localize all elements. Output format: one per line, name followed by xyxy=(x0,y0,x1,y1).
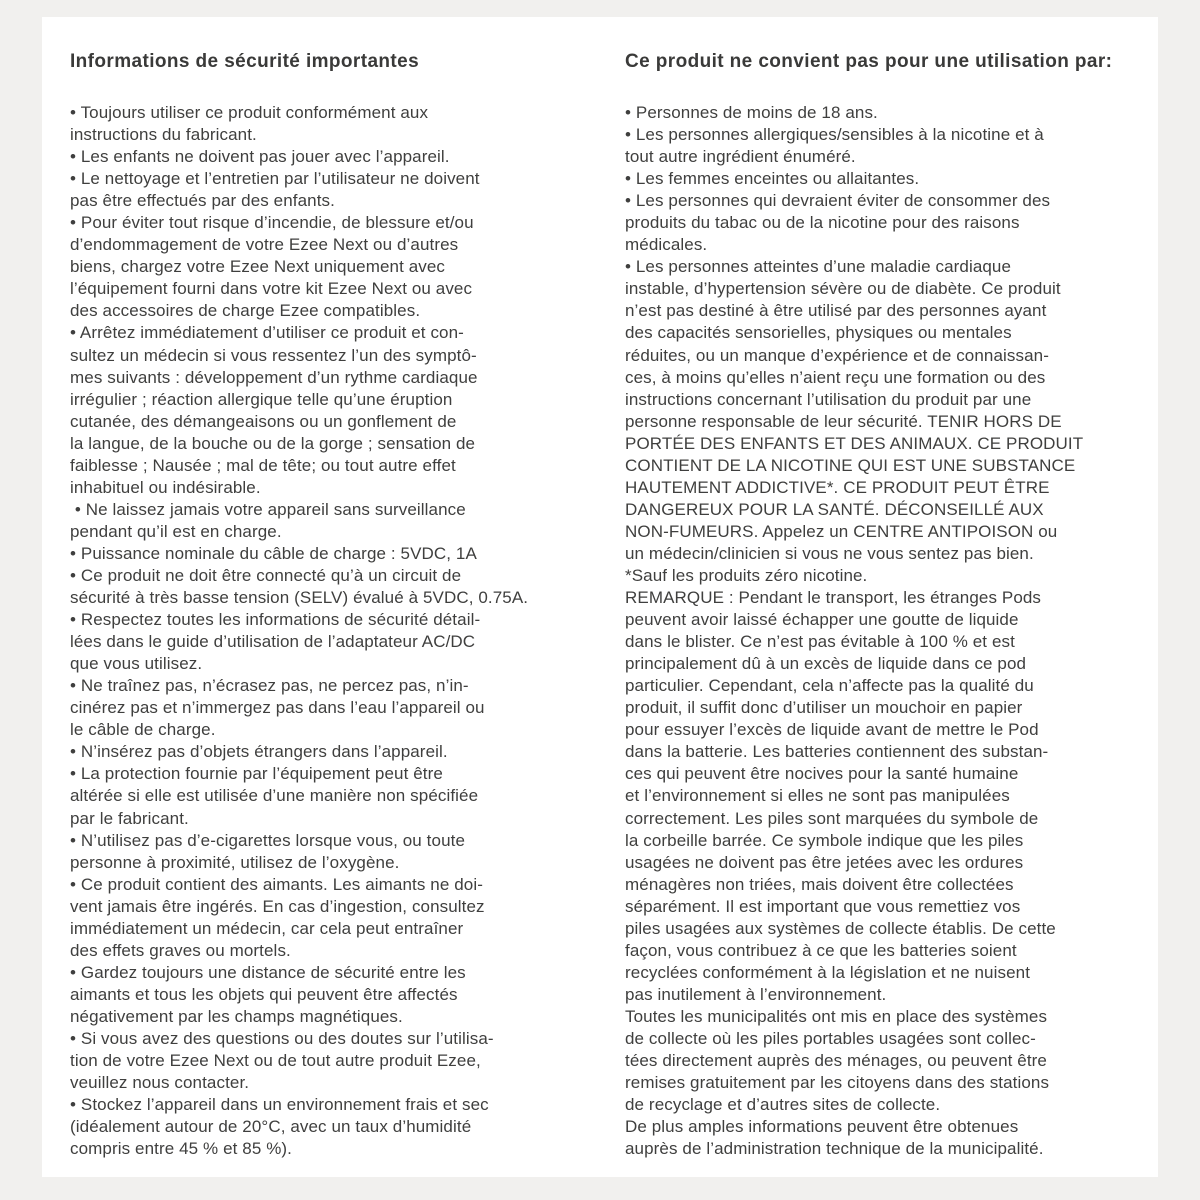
text-line: remises gratuitement par les citoyens dans des stations xyxy=(625,1073,1050,1093)
text-line: que vous utilisez. xyxy=(70,654,203,674)
text-line: piles usagées aux systèmes de collecte établis. De cette xyxy=(625,918,1056,938)
text-line: • Gardez toujours une distance de sécurité entre les xyxy=(70,962,466,982)
text-line: • Puissance nominale du câble de charge : 5VDC, 1A xyxy=(70,543,477,563)
text-line: • Les personnes allergiques/sensibles à la nicotine et à xyxy=(625,125,1044,145)
right-column-text xyxy=(625,102,1145,1160)
text-line: • Ne laissez jamais votre appareil sans surveillance xyxy=(70,499,466,519)
text-line: par le fabricant. xyxy=(70,808,189,828)
text-line: (idéalement autour de 20°C, avec un taux d’humidité xyxy=(70,1117,472,1137)
text-line: des capacités sensorielles, physiques ou mentales xyxy=(625,323,1012,343)
text-line: tion de votre Ezee Next ou de tout autre produit Ezee, xyxy=(70,1051,481,1071)
text-line: la langue, de la bouche ou de la gorge ; sensation de xyxy=(70,433,476,453)
text-line: le câble de charge. xyxy=(70,720,216,740)
document-card xyxy=(42,17,1158,1177)
text-line: • Stockez l’appareil dans un environnement frais et sec xyxy=(70,1095,489,1115)
text-line: lées dans le guide d’utilisation de l’adaptateur AC/DC xyxy=(70,632,476,652)
text-line: d’endommagement de votre Ezee Next ou d’autres xyxy=(70,235,459,255)
text-line: *Sauf les produits zéro nicotine. xyxy=(625,565,868,585)
text-line: • N’insérez pas d’objets étrangers dans l’appareil. xyxy=(70,742,448,762)
text-line: pour essuyer l’excès de liquide avant de mettre le Pod xyxy=(625,720,1039,740)
text-line: n’est pas destiné à être utilisé par des personnes ayant xyxy=(625,301,1047,321)
text-line: cinérez pas et n’immergez pas dans l’eau l’appareil ou xyxy=(70,698,485,718)
text-line: CONTIENT DE LA NICOTINE QUI EST UNE SUBSTANCE xyxy=(625,455,1076,475)
text-line: • Pour éviter tout risque d’incendie, de blessure et/ou xyxy=(70,213,474,233)
text-line: produits du tabac ou de la nicotine pour des raisons xyxy=(625,213,1020,233)
text-line: faiblesse ; Nausée ; mal de tête; ou tout autre effet xyxy=(70,455,456,475)
text-line: dans le blister. Ce n’est pas évitable à 100 % et est xyxy=(625,632,1015,652)
text-line: personne à proximité, utilisez de l’oxygène. xyxy=(70,852,400,872)
text-line: biens, chargez votre Ezee Next uniquement avec xyxy=(70,257,446,277)
text-line: usagées ne doivent pas être jetées avec les ordures xyxy=(625,852,1024,872)
left-column xyxy=(70,50,590,1160)
text-line: la corbeille barrée. Ce symbole indique que les piles xyxy=(625,830,1024,850)
text-line: des accessoires de charge Ezee compatibles. xyxy=(70,301,421,321)
text-line: • Respectez toutes les informations de sécurité détail- xyxy=(70,610,481,630)
text-line: pas inutilement à l’environnement. xyxy=(625,984,887,1004)
text-line: ménagères non triées, mais doivent être collectées xyxy=(625,874,1014,894)
text-line: vent jamais être ingérés. En cas d’ingestion, consultez xyxy=(70,896,485,916)
text-line: • Ce produit ne doit être connecté qu’à un circuit de xyxy=(70,565,462,585)
text-line: • Personnes de moins de 18 ans. xyxy=(625,103,878,122)
text-line: HAUTEMENT ADDICTIVE*. CE PRODUIT PEUT ÊTRE xyxy=(625,477,1050,497)
text-line: tées directement auprès des ménages, ou peuvent être xyxy=(625,1051,1047,1071)
text-line: l’équipement fourni dans votre kit Ezee Next ou avec xyxy=(70,279,473,299)
text-line: des effets graves ou mortels. xyxy=(70,940,291,960)
text-line: mes suivants : développement d’un rythme cardiaque xyxy=(70,367,478,387)
text-line: compris entre 45 % et 85 %). xyxy=(70,1139,293,1159)
text-line: dans la batterie. Les batteries contiennent des substan- xyxy=(625,742,1049,762)
text-line: et l’environnement si elles ne sont pas manipulées xyxy=(625,786,1010,806)
text-line: REMARQUE : Pendant le transport, les étranges Pods xyxy=(625,588,1042,608)
text-line: De plus amples informations peuvent être obtenues xyxy=(625,1117,1019,1137)
text-line: aimants et tous les objets qui peuvent être affectés xyxy=(70,984,458,1004)
text-line: PORTÉE DES ENFANTS ET DES ANIMAUX. CE PRODUIT xyxy=(625,433,1084,453)
text-line: • Toujours utiliser ce produit conformément aux xyxy=(70,103,429,122)
text-line: • Les personnes qui devraient éviter de consommer des xyxy=(625,191,1051,211)
text-line: pas être effectués par des enfants. xyxy=(70,191,335,211)
text-line: • Le nettoyage et l’entretien par l’utilisateur ne doivent xyxy=(70,169,480,189)
text-line: • Arrêtez immédiatement d’utiliser ce produit et con- xyxy=(70,323,464,343)
text-line: instructions concernant l’utilisation du produit par une xyxy=(625,389,1032,409)
text-line: sultez un médecin si vous ressentez l’un des symptô- xyxy=(70,345,477,365)
text-line: • Ne traînez pas, n’écrasez pas, ne percez pas, n’in- xyxy=(70,676,469,696)
right-column xyxy=(625,50,1145,1160)
text-line: un médecin/clinicien si vous ne vous sentez pas bien. xyxy=(625,543,1034,563)
left-column-text xyxy=(70,102,590,1160)
text-line: pendant qu’il est en charge. xyxy=(70,521,282,541)
text-line: • N’utilisez pas d’e-cigarettes lorsque vous, ou toute xyxy=(70,830,465,850)
text-line: médicales. xyxy=(625,235,708,255)
text-line: cutanée, des démangeaisons ou un gonflement de xyxy=(70,411,457,431)
text-line: altérée si elle est utilisée d’une manière non spécifiée xyxy=(70,786,479,806)
text-line: irrégulier ; réaction allergique telle qu’une éruption xyxy=(70,389,453,409)
text-line: • La protection fournie par l’équipement peut être xyxy=(70,764,443,784)
text-line: • Les enfants ne doivent pas jouer avec l’appareil. xyxy=(70,147,450,167)
text-line: • Si vous avez des questions ou des doutes sur l’utilisa- xyxy=(70,1028,494,1048)
text-line: Toutes les municipalités ont mis en place des systèmes xyxy=(625,1006,1048,1026)
text-line: de recyclage et d’autres sites de collecte. xyxy=(625,1095,941,1115)
text-line: recyclées conformément à la législation et ne nuisent xyxy=(625,962,1031,982)
text-line: • Les femmes enceintes ou allaitantes. xyxy=(625,169,920,189)
text-line: façon, vous contribuez à ce que les batteries soient xyxy=(625,940,1017,960)
right-column-heading: Ce produit ne convient pas pour une utilisation par: xyxy=(625,51,1113,72)
text-line: principalement dû à un excès de liquide dans ce pod xyxy=(625,654,1027,674)
text-line: inhabituel ou indésirable. xyxy=(70,477,261,497)
text-line: tout autre ingrédient énuméré. xyxy=(625,147,856,167)
text-line: instable, d’hypertension sévère ou de diabète. Ce produit xyxy=(625,279,1061,299)
text-line: sécurité à très basse tension (SELV) évalué à 5VDC, 0.75A. xyxy=(70,588,529,608)
text-line: produit, il suffit donc d’utiliser un mouchoir en papier xyxy=(625,698,1023,718)
text-line: instructions du fabricant. xyxy=(70,125,257,145)
text-line: • Ce produit contient des aimants. Les aimants ne doi- xyxy=(70,874,483,894)
text-line: ces qui peuvent être nocives pour la santé humaine xyxy=(625,764,1019,784)
text-line: personne responsable de leur sécurité. TENIR HORS DE xyxy=(625,411,1062,431)
text-line: ces, à moins qu’elles n’aient reçu une formation ou des xyxy=(625,367,1046,387)
text-line: réduites, ou un manque d’expérience et de connaissan- xyxy=(625,345,1049,365)
text-line: séparément. Il est important que vous remettiez vos xyxy=(625,896,1021,916)
text-line: peuvent avoir laissé échapper une goutte de liquide xyxy=(625,610,1019,630)
left-column-heading: Informations de sécurité importantes xyxy=(70,51,420,72)
text-line: NON-FUMEURS. Appelez un CENTRE ANTIPOISON ou xyxy=(625,521,1058,541)
text-line: DANGEREUX POUR LA SANTÉ. DÉCONSEILLÉ AUX xyxy=(625,499,1044,519)
text-line: de collecte où les piles portables usagées sont collec- xyxy=(625,1028,1036,1048)
text-line: immédiatement un médecin, car cela peut entraîner xyxy=(70,918,464,938)
text-line: particulier. Cependant, cela n’affecte pas la qualité du xyxy=(625,676,1034,696)
text-line: veuillez nous contacter. xyxy=(70,1073,250,1093)
text-line: auprès de l’administration technique de la municipalité. xyxy=(625,1139,1044,1159)
text-line: • Les personnes atteintes d’une maladie cardiaque xyxy=(625,257,1012,277)
text-line: correctement. Les piles sont marquées du symbole de xyxy=(625,808,1039,828)
text-line: négativement par les champs magnétiques. xyxy=(70,1006,403,1026)
